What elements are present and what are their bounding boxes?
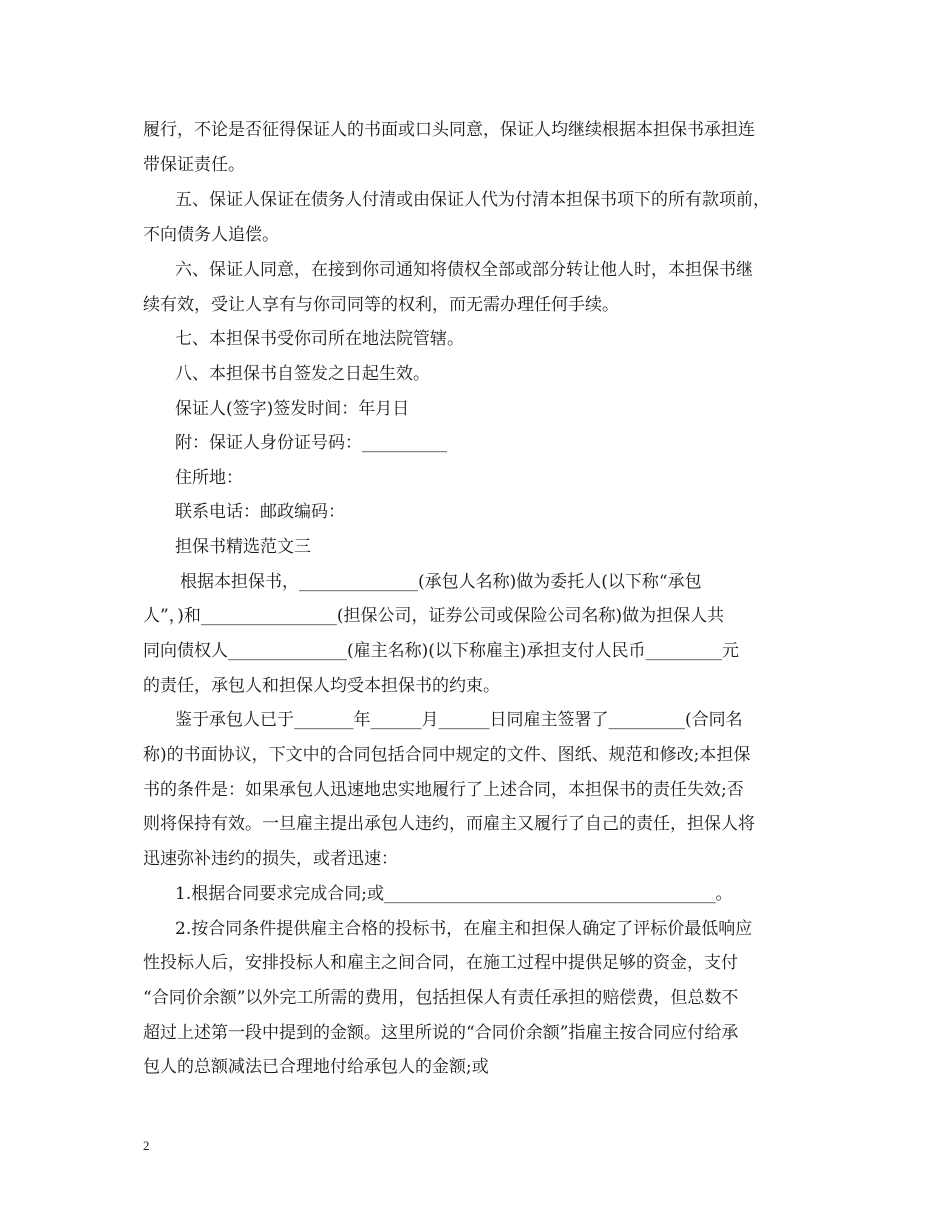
text-line: 七、本担保书受你司所在地法院管辖。 [175,329,464,349]
text-line: 履行，不论是否征得保证人的书面或口头同意，保证人均继续根据本担保书承担连 [143,120,755,140]
text-line: 六、保证人同意，在接到你司通知将债权全部或部分转让他人时，本担保书继 [175,260,753,280]
text-line: 同向债权人______________(雇主名称)(以下称雇主)承担支付人民币_________元 [143,641,740,661]
text-line: 2.按合同条件提供雇主合格的投标书，在雇主和担保人确定了评标价最低响应 [175,919,753,939]
text-line: 称)的书面协议，下文中的合同包括合同中规定的文件、图纸、规范和修改;本担保 [143,745,751,765]
text-line: 的责任，承包人和担保人均受本担保书的约束。 [143,676,500,696]
text-line: 带保证责任。 [143,155,245,175]
text-line: 性投标人后，安排投标人和雇主之间合同，在施工过程中提供足够的资金，支付 [143,953,738,973]
text-line: 住所地： [175,468,243,488]
text-line: 则将保持有效。一旦雇主提出承包人违约，而雇主又履行了自己的责任，担保人将 [143,814,755,834]
text-line: 联系电话：邮政编码： [175,502,345,522]
text-line: 超过上述第一段中提到的金额。这里所说的“合同价余额”指雇主按合同应付给承 [143,1023,739,1043]
text-line: 不向债务人追偿。 [143,225,279,245]
text-line: 保证人(签字)签发时间：年月日 [175,399,410,419]
text-line: 八、本担保书自签发之日起生效。 [175,364,430,384]
text-line: 附：保证人身份证号码：__________ [175,433,447,453]
page-number: 2 [143,1138,150,1153]
text-line: 包人的总额减法已合理地付给承包人的金额;或 [143,1057,489,1077]
text-line: 迅速弥补违约的损失，或者迅速： [143,849,398,869]
section-heading: 担保书精选范文三 [175,537,311,557]
text-line: 书的条件是：如果承包人迅速地忠实地履行了上述合同，本担保书的责任失效;否 [143,780,744,800]
text-line: 人”，)和________________(担保公司，证券公司或保险公司名称)做为担保人共 [143,606,725,626]
text-line: 鉴于承包人已于_______年______月______日同雇主签署了_________(合同名 [175,710,743,730]
text-line: 1.根据合同要求完成合同;或_______________________________________。 [175,884,733,904]
text-line: “合同价余额”以外完工所需的费用，包括担保人有责任承担的赔偿费，但总数不 [143,988,739,1008]
text-line: 根据本担保书，______________(承包人名称)做为委托人(以下称“承包 [180,572,702,592]
text-line: 五、保证人保证在债务人付清或由保证人代为付清本担保书项下的所有款项前， [175,190,770,210]
text-line: 续有效，受让人享有与你司同等的权利，而无需办理任何手续。 [143,295,619,315]
